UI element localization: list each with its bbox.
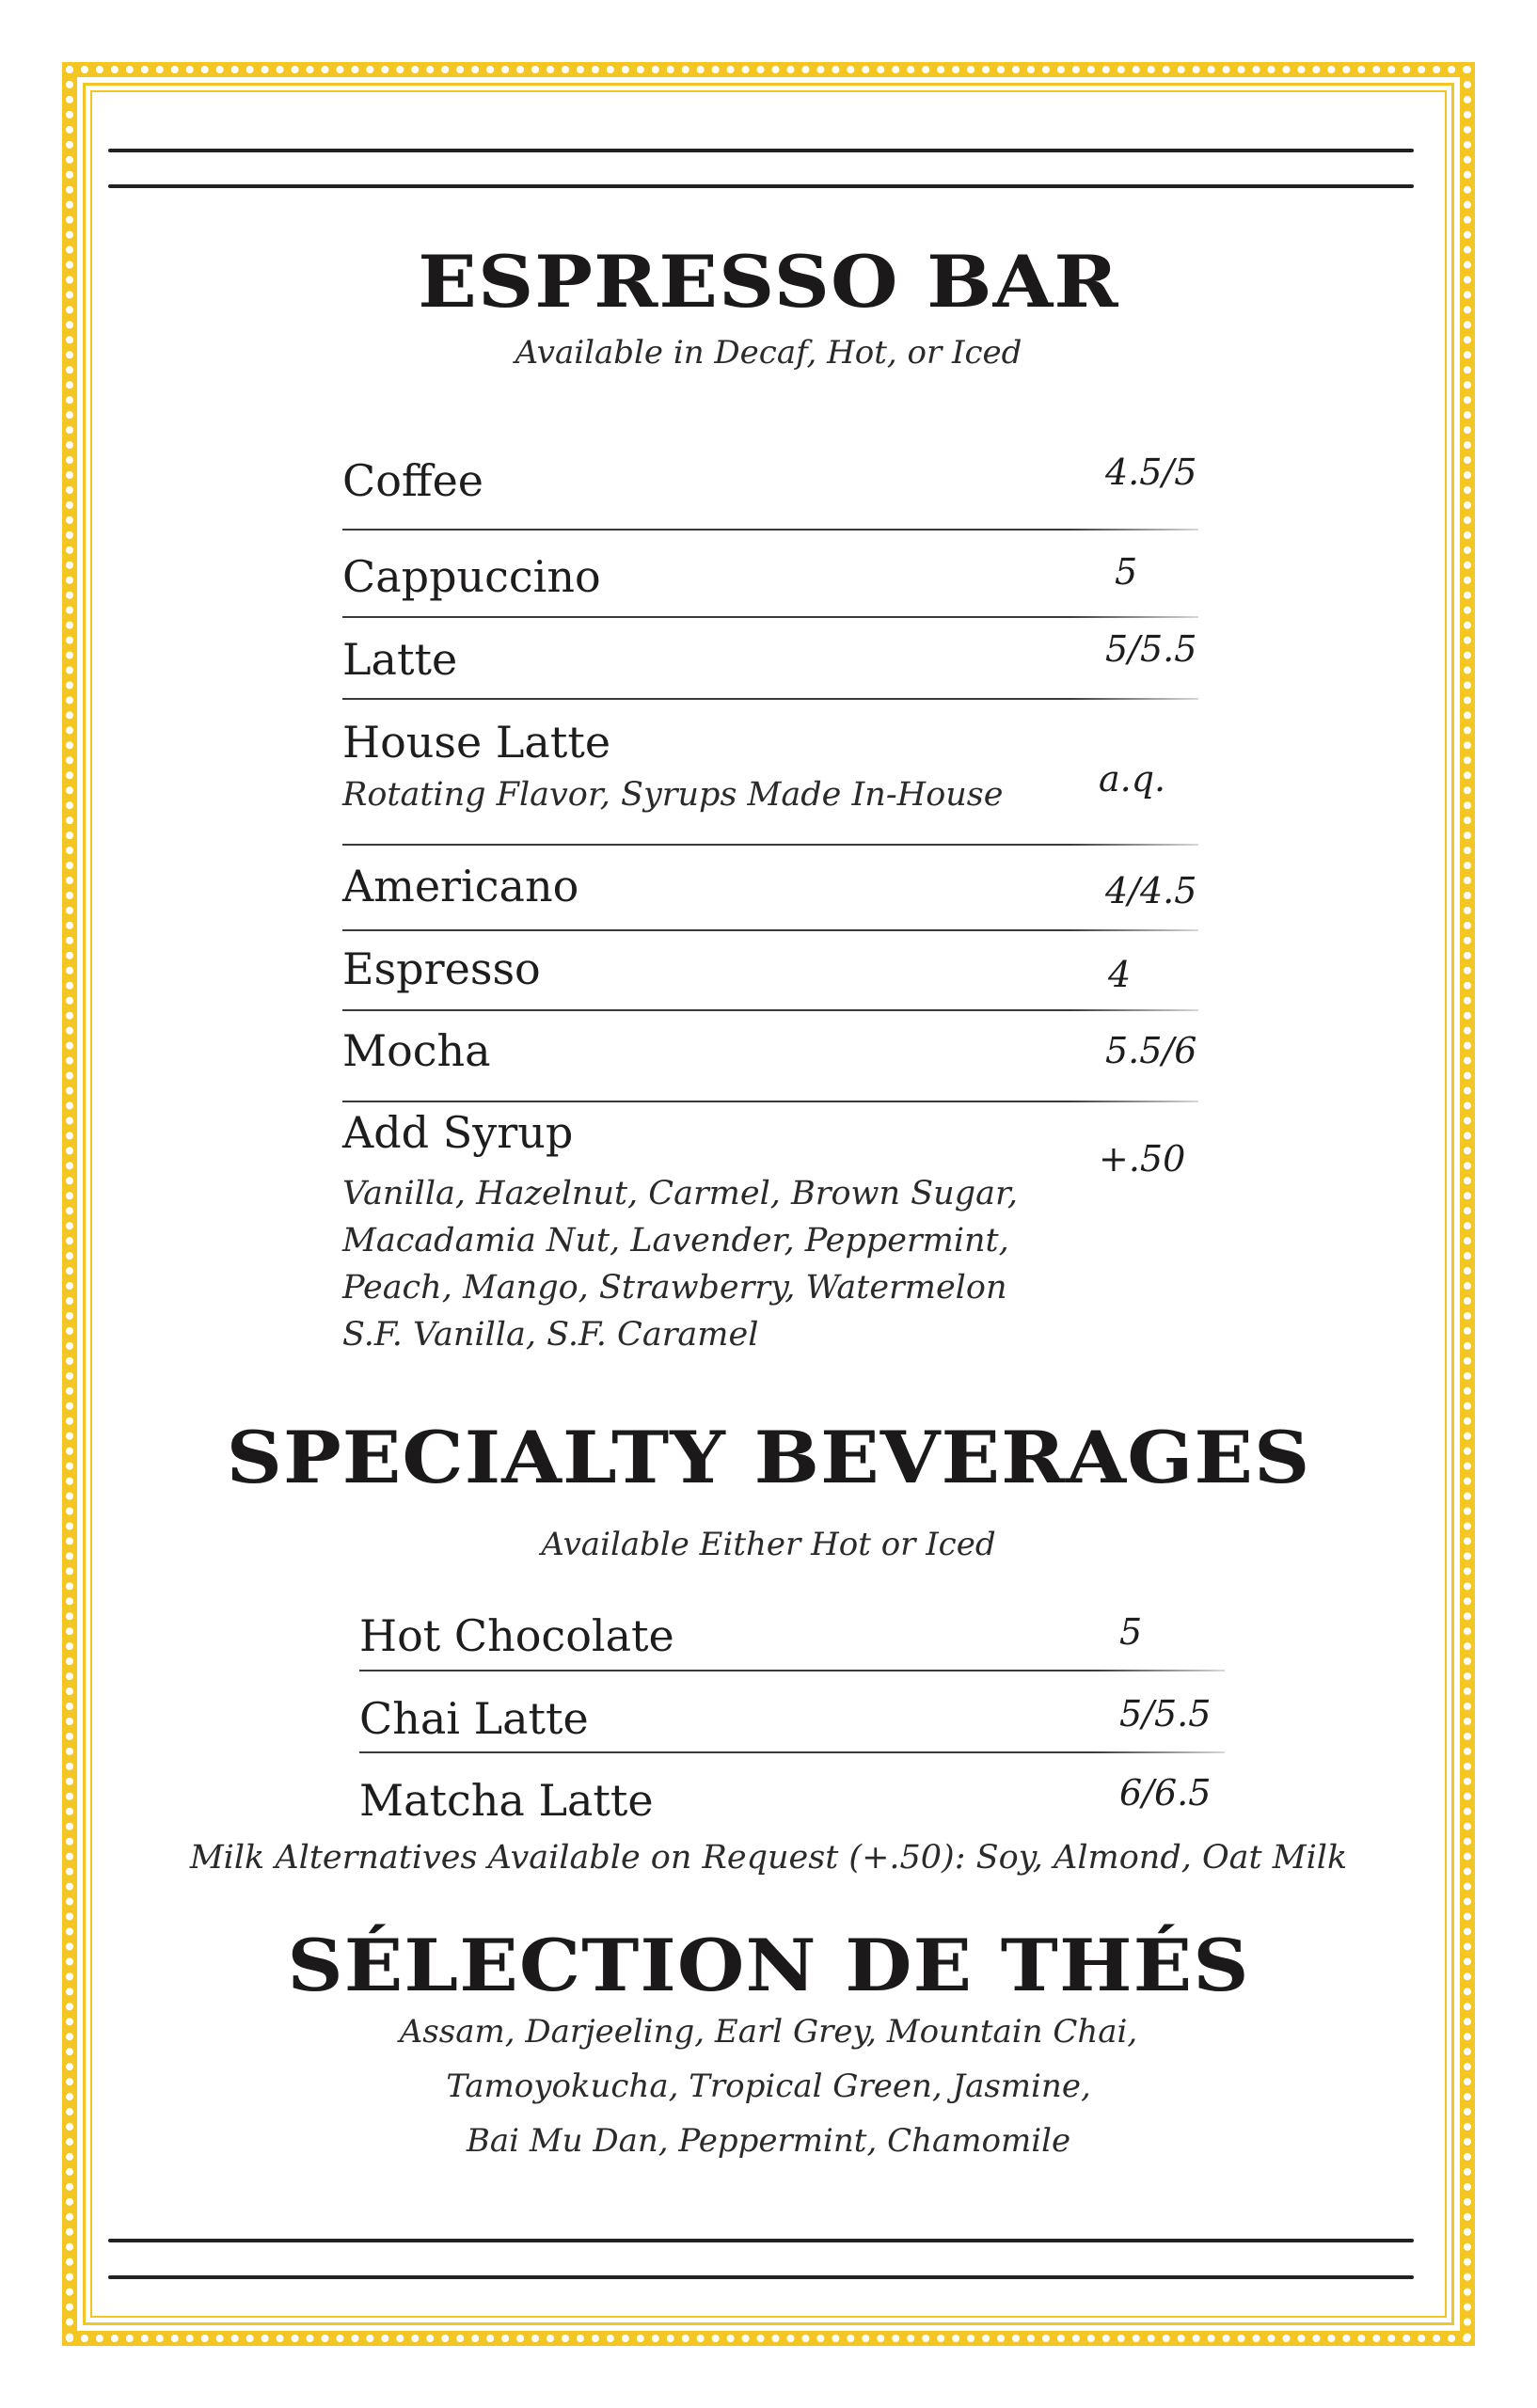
item-espresso: Espresso — [342, 943, 541, 994]
milk-alternatives-note: Milk Alternatives Available on Request (+.50): Soy, Almond, Oat Milk — [189, 1839, 1348, 1877]
tea-list-line: Tamoyokucha, Tropical Green, Jasmine, — [446, 2067, 1091, 2105]
price-mocha: 5.5/6 — [1105, 1030, 1197, 1071]
divider — [359, 1670, 1225, 1671]
divider — [342, 1009, 1198, 1011]
divider — [342, 1101, 1198, 1102]
house-latte-description: Rotating Flavor, Syrups Made In-House — [342, 776, 1004, 814]
item-mocha: Mocha — [342, 1025, 491, 1076]
item-coffee: Coffee — [342, 455, 484, 506]
divider — [342, 616, 1198, 618]
tea-list-line: Bai Mu Dan, Peppermint, Chamomile — [466, 2122, 1071, 2160]
item-latte: Latte — [342, 634, 458, 685]
item-add-syrup: Add Syrup — [342, 1107, 574, 1158]
price-hot-chocolate: 5 — [1119, 1611, 1143, 1653]
item-hot-chocolate: Hot Chocolate — [359, 1610, 674, 1661]
item-americano: Americano — [342, 861, 579, 911]
bottom-rule-1 — [108, 2239, 1414, 2242]
price-house-latte: a.q. — [1099, 758, 1166, 800]
espresso-bar-title: ESPRESSO BAR — [418, 240, 1119, 324]
item-house-latte: House Latte — [342, 717, 611, 768]
item-cappuccino: Cappuccino — [342, 551, 601, 602]
price-cappuccino: 5 — [1115, 551, 1138, 593]
tea-list-line: Assam, Darjeeling, Earl Grey, Mountain Chai, — [399, 2013, 1138, 2051]
item-matcha-latte: Matcha Latte — [359, 1775, 654, 1826]
price-add-syrup: +.50 — [1099, 1138, 1186, 1180]
top-rule-1 — [108, 149, 1414, 152]
tea-selection-title: SÉLECTION DE THÉS — [287, 1924, 1250, 2007]
specialty-beverages-title: SPECIALTY BEVERAGES — [226, 1416, 1311, 1499]
divider — [342, 929, 1198, 931]
divider — [342, 844, 1198, 846]
price-espresso: 4 — [1108, 954, 1132, 995]
syrup-flavors-line: Peach, Mango, Strawberry, Watermelon — [342, 1269, 1007, 1307]
item-chai-latte: Chai Latte — [359, 1693, 589, 1744]
price-americano: 4/4.5 — [1105, 870, 1197, 911]
divider — [359, 1751, 1225, 1753]
espresso-bar-subtitle: Available in Decaf, Hot, or Iced — [515, 334, 1022, 372]
syrup-flavors-line: S.F. Vanilla, S.F. Caramel — [342, 1316, 759, 1354]
price-chai-latte: 5/5.5 — [1119, 1693, 1212, 1735]
top-rule-2 — [108, 184, 1414, 188]
divider — [342, 698, 1198, 700]
divider — [342, 529, 1198, 531]
price-matcha-latte: 6/6.5 — [1119, 1772, 1212, 1814]
price-latte: 5/5.5 — [1105, 628, 1197, 670]
price-coffee: 4.5/5 — [1105, 452, 1197, 493]
bottom-rule-2 — [108, 2275, 1414, 2279]
syrup-flavors-line: Macadamia Nut, Lavender, Peppermint, — [342, 1222, 1009, 1259]
syrup-flavors-line: Vanilla, Hazelnut, Carmel, Brown Sugar, — [342, 1175, 1018, 1212]
specialty-subtitle: Available Either Hot or Iced — [541, 1526, 996, 1563]
